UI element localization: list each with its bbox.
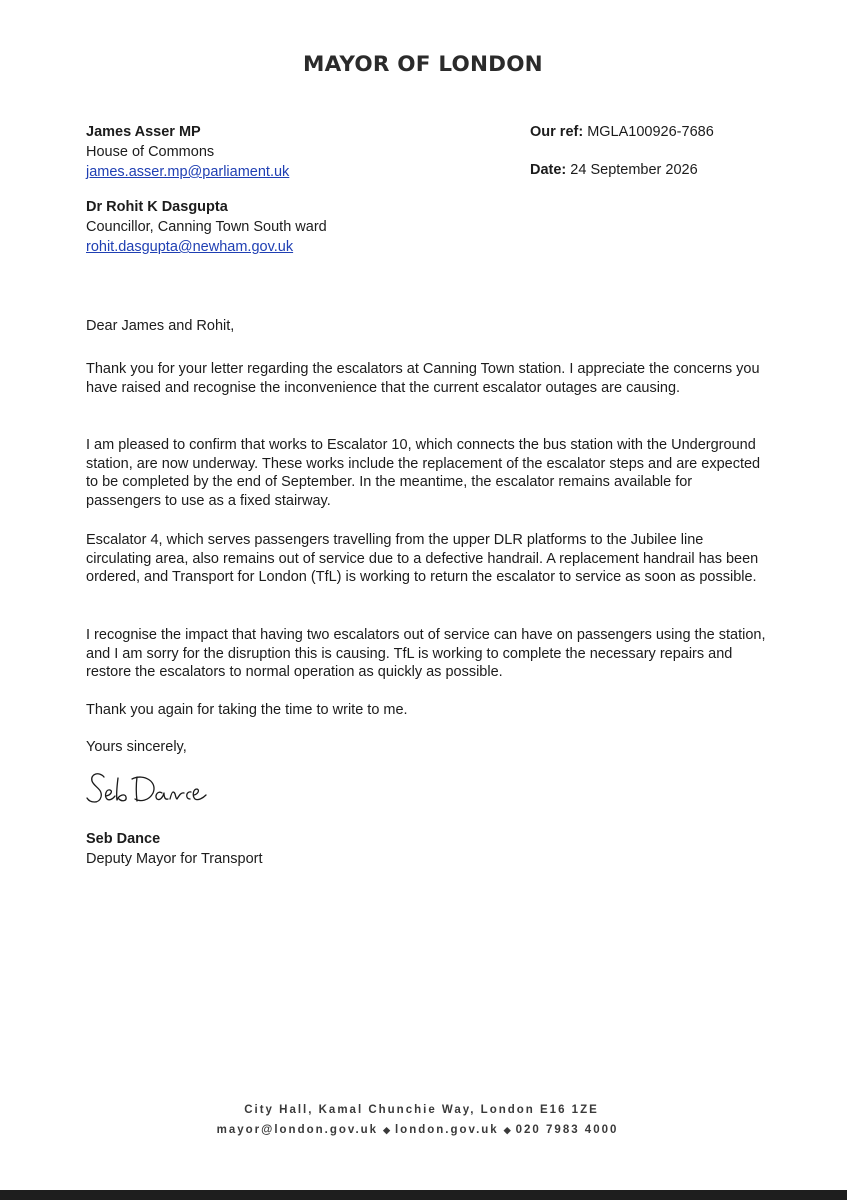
closing: Yours sincerely, [86,739,187,755]
recipient-role: Councillor, Canning Town South ward [86,219,327,235]
paragraph-1: Thank you for your letter regarding the escalators at Canning Town station. I appreciate the concerns you have raised and recognise the inconvenience that the current escalator outages are causing. [86,361,760,396]
ref-value: MGLA100926-7686 [587,124,714,140]
footer-contact [0,1124,841,1136]
signatory [86,829,263,869]
salutation: Dear James and Rohit, [86,318,235,334]
recipient-2 [86,197,327,257]
separator-icon: ◆ [503,1125,511,1135]
paragraph-4: I recognise the impact that having two escalators out of service can have on passengers using the station, and I am sorry for the disruption this is causing. TfL is working to complete the necessary repairs and restore the escalators to normal operation as quickly as possible. [86,627,766,680]
letter-date [530,160,698,180]
paragraph-2: I am pleased to confirm that works to Escalator 10, which connects the bus station with the Underground station, are now underway. These works include the replacement of the escalator steps and are expected to be completed by the end of September. In the meantime, the escalator remains available for passengers to use as a fixed stairway. [86,437,761,509]
recipient-1 [86,122,289,182]
paragraph-3: Escalator 4, which serves passengers travelling from the upper DLR platforms to the Jubilee line circulating area, also remains out of service due to a defective handrail. A replacement handrail has been ordered, and Transport for London (TfL) is working to return the escalator to service as soon as possible. [86,532,759,585]
recipient-email-link[interactable]: james.asser.mp@parliament.uk [86,164,290,180]
handwritten-signature [82,768,222,814]
footer-address: City Hall, Kamal Chunchie Way, London E16 1ZE [244,1104,599,1116]
footer-phone: 020 7983 4000 [515,1124,619,1136]
footer-website[interactable]: london.gov.uk [394,1124,499,1136]
separator-icon: ◆ [383,1125,390,1135]
footer-email[interactable]: mayor@london.gov.uk [216,1124,379,1136]
recipient-name: Dr Rohit K Dasgupta [86,199,228,215]
paragraph-5: Thank you again for taking the time to write to me. [86,702,408,718]
date-value: 24 September 2026 [570,162,698,178]
date-label: Date: [530,162,567,178]
ref-label: Our ref: [530,124,584,140]
our-reference [530,122,714,142]
recipient-email-link[interactable]: rohit.dasgupta@newham.gov.uk [86,239,294,255]
mayor-of-london-logo: MAYOR OF LONDON [303,52,543,77]
signatory-title: Deputy Mayor for Transport [86,851,263,867]
signatory-name: Seb Dance [86,831,161,847]
bottom-edge [0,1190,847,1200]
recipient-name: James Asser MP [86,124,201,140]
recipient-organisation: House of Commons [86,144,215,160]
